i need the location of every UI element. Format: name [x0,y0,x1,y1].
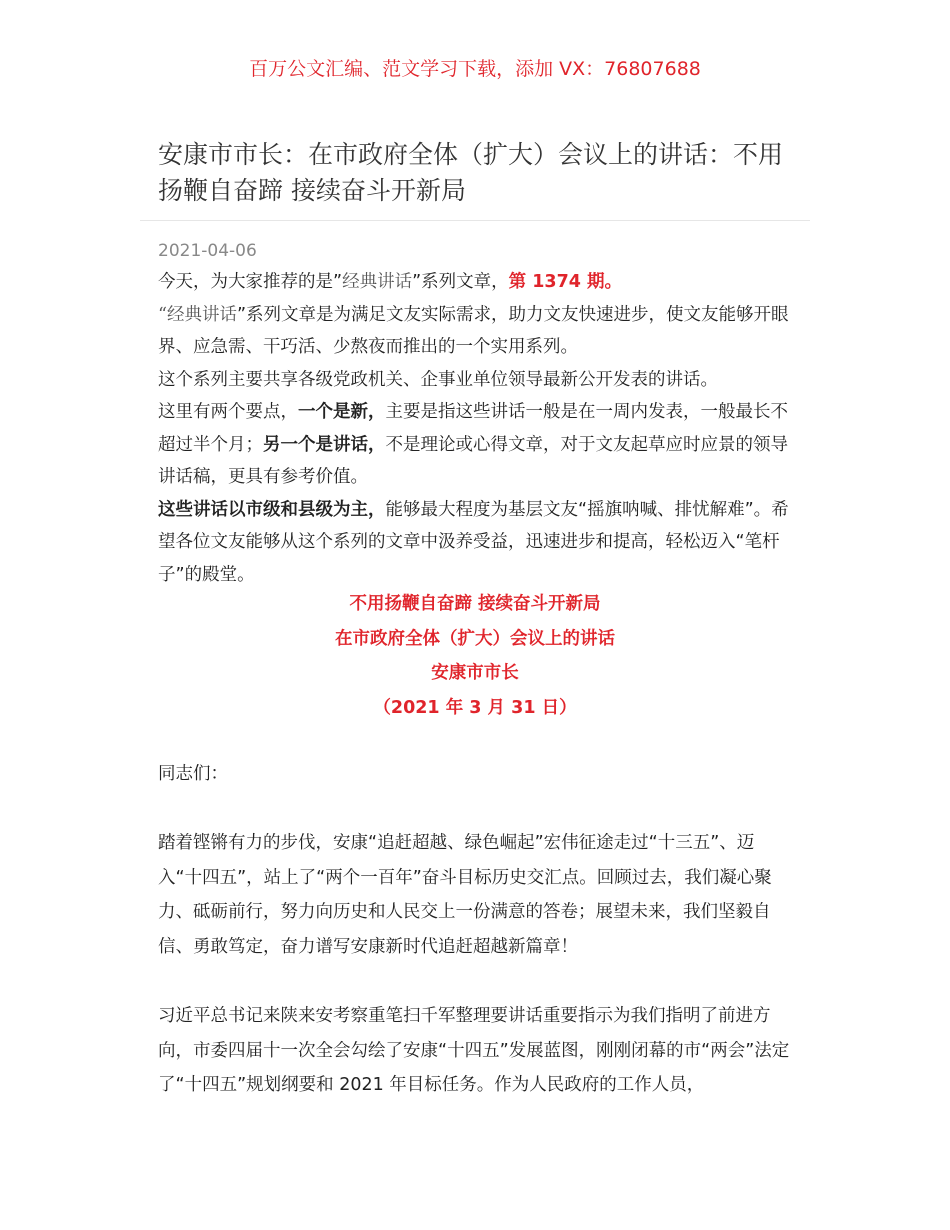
speech-date: （2021 年 3 月 31 日） [373,697,577,718]
intro-paragraph-3: 这个系列主要共享各级党政机关、企事业单位领导最新公开发表的讲话。 [158,369,718,390]
intro-p2-rest: ”系列文章是为满足文友实际需求，助力文友快速进步，使文友能够开眼界、应急需、干巧活、少熬夜而推出的一个实用系列。 [158,304,789,357]
greeting: 同志们： [158,764,228,784]
series-name: 经典讲话 [342,272,413,292]
intro-p5-emphasis: 这些讲话以市级和县级为主， [158,499,386,520]
title-divider [140,220,810,221]
intro-p5-rest: 能够最大程度为基层文友“摇旗呐喊、排忧解难”。希望各位文友能够从这个系列的文章中汲养受益，迅速进步和提高，轻松迈入“笔杆子”的殿堂。 [158,499,789,585]
promo-banner: 百万公文汇编、范文学习下载，添加 VX：76807688 [249,58,701,80]
intro-p4-point-new: 一个是新， [298,402,386,422]
intro-p4-c: 主要是指这些讲话一般是在一周内发表，一般最长不超过半个月； [158,402,788,455]
intro-p4-point-speech: 另一个是讲话， [263,434,386,455]
intro-p2-quote-open: “ [158,304,167,325]
intro-p4-e: 不是理论或心得文章，对于文友起草应时应景的领导讲话稿，更具有参考价值。 [158,434,788,487]
intro-paragraph-4 [158,396,798,494]
intro-paragraph-1 [158,266,798,299]
body-paragraph-2: 习近平总书记来陕来安考察重笔扫千军整理要讲话重要指示为我们指明了前进方向，市委四届十一次全会勾绘了安康“十四五”发展蓝图，刚刚闭幕的市“两会”法定了“十四五”规划纲要和 2021 年目标任务。作为人民政府的工作人员， [158,1006,790,1095]
intro-paragraph-2 [158,299,798,364]
body-paragraph-1: 踏着铿锵有力的步伐，安康“追赶超越、绿色崛起”宏伟征途走过“十三五”、迈入“十四五”，站上了“两个一百年”奋斗目标历史交汇点。回顾过去，我们凝心聚力、砥砺前行，努力向历史和人民交上一份满意的答卷；展望未来，我们坚毅自信、勇敢笃定，奋力谱写安康新时代追赶超越新篇章！ [158,833,772,957]
intro-p4-a: 这里有两个要点， [158,402,298,422]
article-title: 安康市市长：在市政府全体（扩大）会议上的讲话：不用扬鞭自奋蹄 接续奋斗开新局 [158,140,784,205]
speech-occasion: 在市政府全体（扩大）会议上的讲话 [335,628,615,649]
series-name-2: 经典讲话 [166,304,237,325]
speech-heading [0,587,950,725]
publish-date: 2021-04-06 [158,241,257,261]
speaker: 安康市市长 [431,663,519,683]
intro-p1-mid: ”系列文章， [412,272,509,292]
intro-paragraph-5 [158,494,798,592]
issue-number: 第 1374 期。 [508,272,623,292]
intro-p1-prefix: 今天，为大家推荐的是” [158,272,343,292]
speech-title: 不用扬鞭自奋蹄 接续奋斗开新局 [349,594,601,614]
intro-section [158,266,798,591]
